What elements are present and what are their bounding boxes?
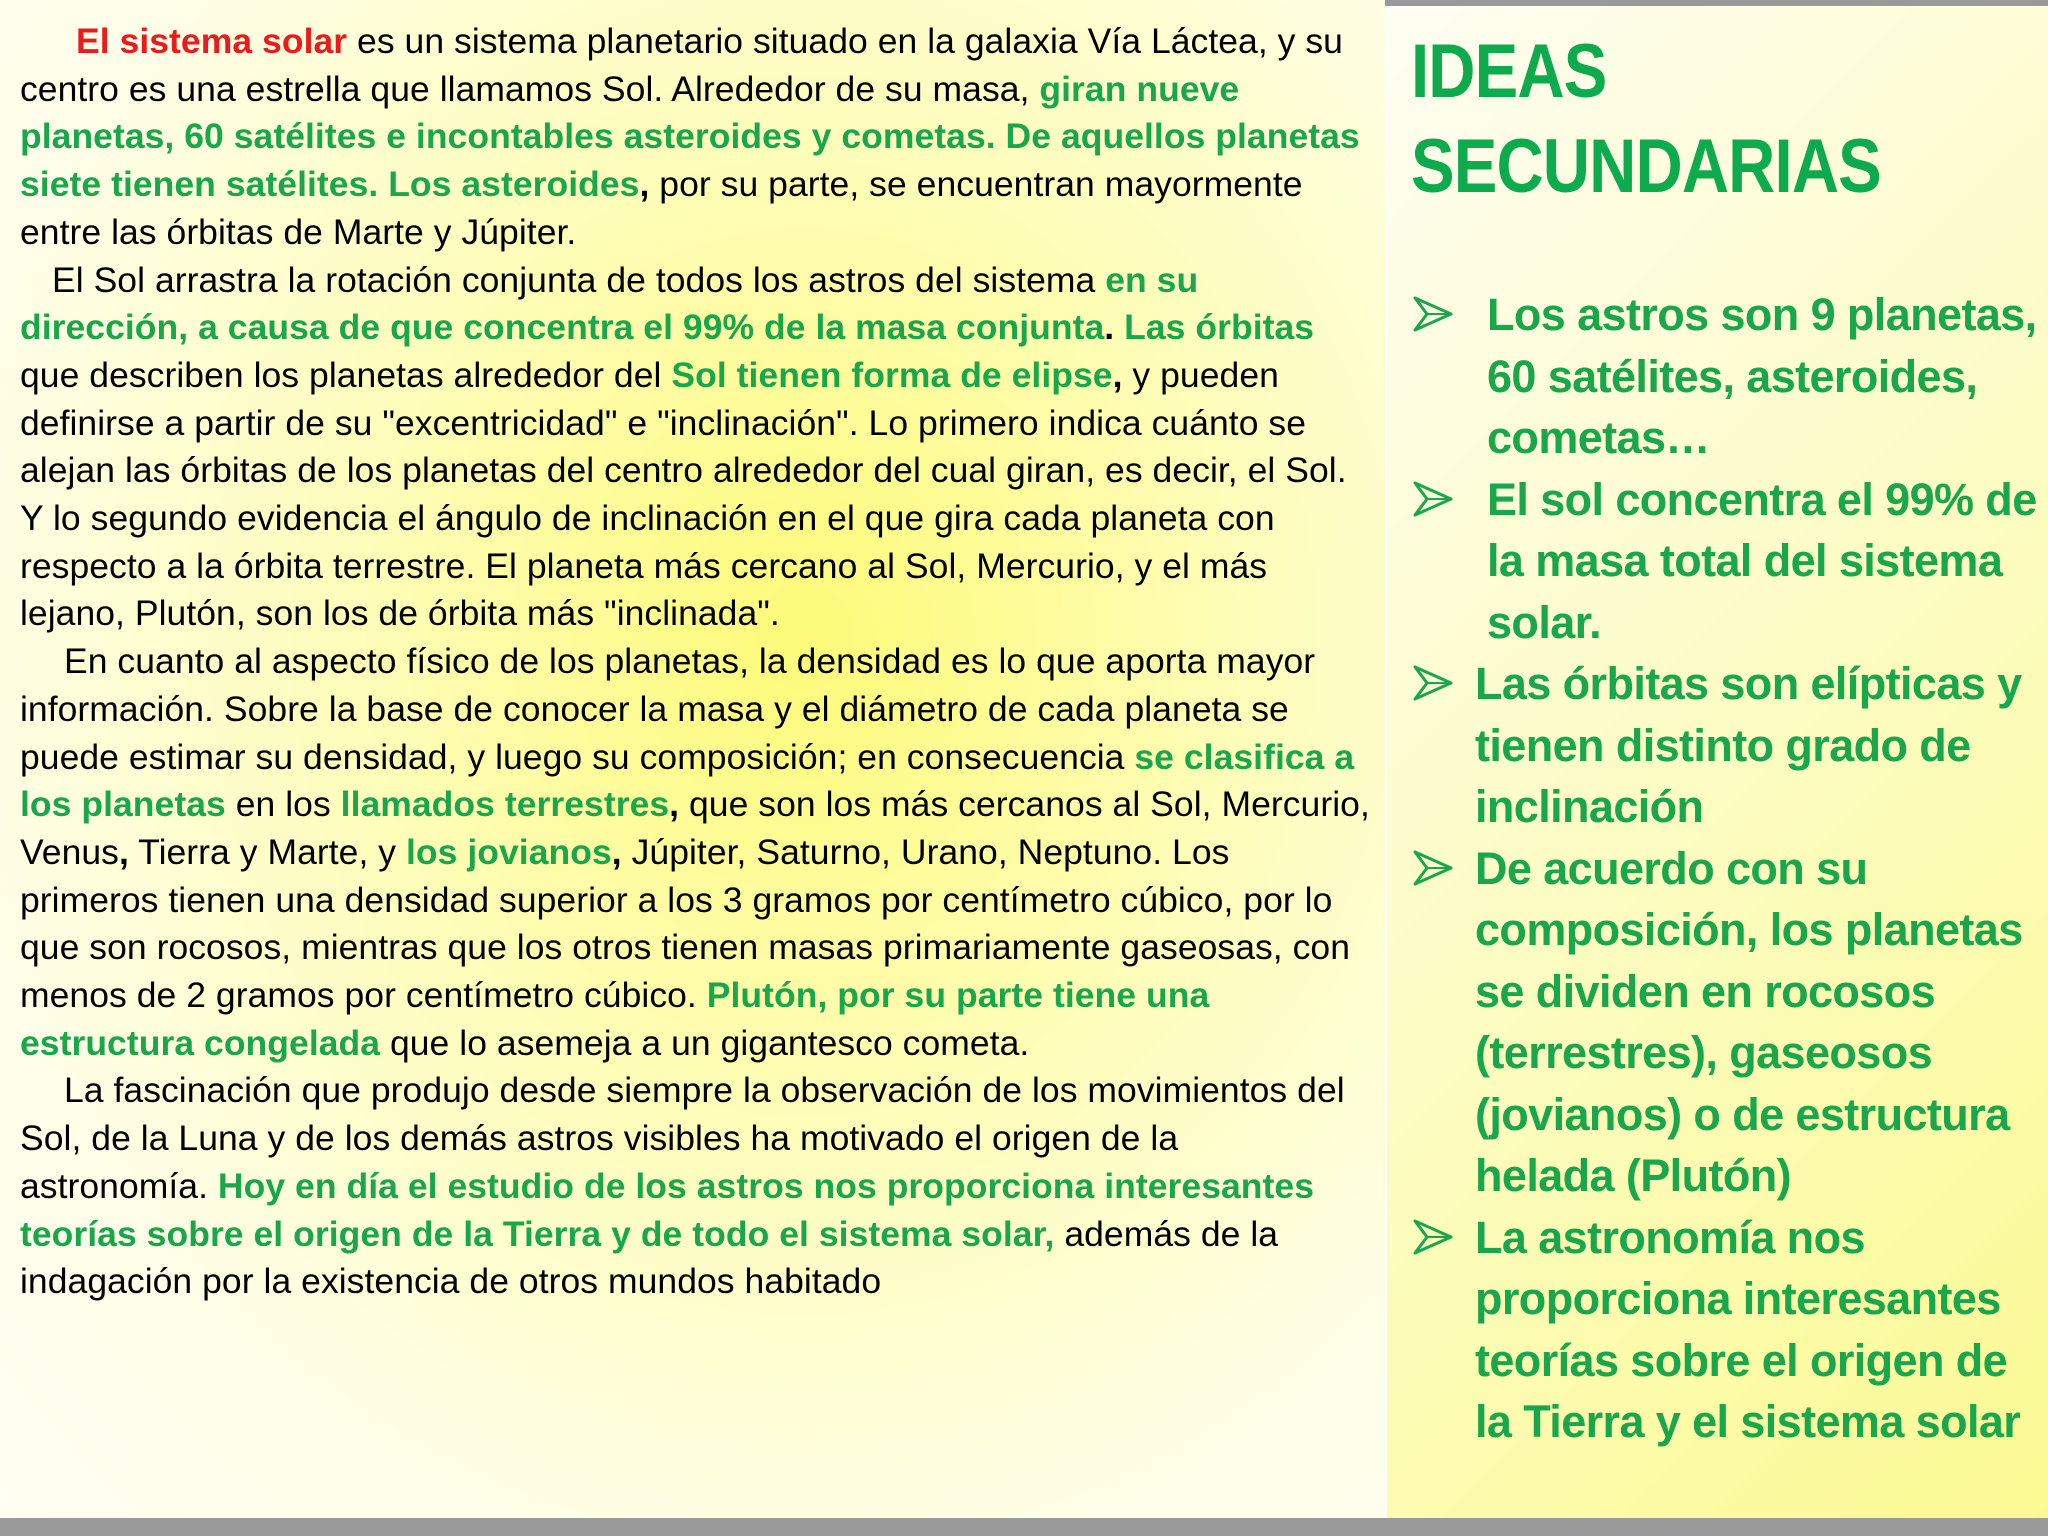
idea-item [1411, 838, 2040, 1207]
highlight-text: se clasifica a los planetas [20, 736, 1355, 825]
text-run: además de la indagación por la existencia de otros mundos habitado [20, 1213, 1279, 1302]
title-line-1: IDEAS [1411, 29, 1607, 114]
text-run: , [118, 831, 129, 872]
panel-title [1411, 24, 1952, 214]
highlight-text: llamados terrestres [340, 784, 670, 825]
text-run: La fascinación que produjo desde siempre la observación de los movimientos del Sol, de la Luna y de los demás astros visibles ha motivado el origen de la astronomía. [20, 1070, 1345, 1206]
idea-text: Las órbitas son elípticas y tienen distinto grado de inclinación [1475, 658, 2022, 832]
secondary-ideas-panel [1385, 6, 2048, 1518]
text-run: que lo asemeja a un gigantesco cometa. [380, 1022, 1030, 1063]
text-run: , [611, 831, 622, 872]
highlight-text: giran nueve planetas, 60 satélites e incontables asteroides y cometas. De aquellos planetas siete tienen satélites. Los asteroides [20, 68, 1360, 205]
text-run: y pueden definirse a partir de su "excentricidad" e "inclinación". Lo primero indica cuánto se alejan las órbitas de los planetas del centro alrededor del cual giran, es decir, el Sol. Y lo segundo evidencia el ángulo de inclinación en el que gira cada planeta con respecto a la órbita terrestre. El planeta más cercano al Sol, Mercurio, y el más lejano, Plutón, son los de órbita más "inclinada". [20, 354, 1347, 634]
highlight-text: Las órbitas [1114, 307, 1315, 348]
text-run: , [669, 784, 680, 825]
text-run: en los [225, 784, 341, 825]
paragraph-4 [20, 1067, 1375, 1306]
term-sistema-solar: El sistema solar [76, 21, 348, 61]
ideas-list [1411, 284, 2040, 1453]
text-run: , [1112, 354, 1123, 395]
paragraph-2 [20, 257, 1375, 639]
text-run: . [1104, 307, 1115, 348]
arrow-bullet-icon [1413, 848, 1453, 888]
highlight-text: en su dirección, a causa de que concentra el 99% de la masa conjunta [20, 259, 1199, 348]
highlight-text: Plutón, por su parte tiene una estructura congelada [20, 975, 1210, 1063]
text-run: , [639, 164, 650, 205]
arrow-bullet-icon [1413, 1217, 1453, 1257]
highlight-text: los jovianos [406, 831, 612, 872]
arrow-bullet-icon [1413, 479, 1453, 519]
text-run: Tierra y Marte, y [128, 831, 406, 872]
paragraph-3 [20, 638, 1375, 1067]
arrow-bullet-icon [1413, 663, 1453, 703]
text-run: es un sistema planetario situado en la galaxia Vía Láctea, y su centro es una estrella que llamamos Sol. Alrededor de su masa, [20, 21, 1343, 109]
idea-text: El sol concentra el 99% de la masa total del sistema solar. [1487, 473, 2037, 648]
idea-text: La astronomía nos proporciona interesantes teorías sobre el origen de la Tierra y el sistema solar [1475, 1211, 2021, 1447]
idea-item [1411, 469, 2040, 654]
idea-item [1411, 1207, 2040, 1453]
text-run: En cuanto al aspecto físico de los planetas, la densidad es lo que aporta mayor información. Sobre la base de conocer la masa y el diámetro de cada planeta se puede estimar su densidad, y luego su composición; en consecuencia [20, 641, 1316, 777]
idea-text: Los astros son 9 planetas, 60 satélites, asteroides, cometas… [1487, 289, 2037, 463]
title-line-2: SECUNDARIAS [1411, 124, 1881, 209]
text-run: El Sol arrastra la rotación conjunta de todos los astros del sistema [52, 259, 1106, 300]
idea-item [1411, 653, 2040, 838]
highlight-text: Sol tienen forma de elipse [671, 354, 1113, 395]
text-run: por su parte, se encuentran mayormente entre las órbitas de Marte y Júpiter. [20, 164, 1303, 252]
text-run: que describen los planetas alrededor del [20, 354, 672, 395]
highlight-text: Hoy en día el estudio de los astros nos proporciona interesantes teorías sobre el origen de la Tierra y de todo el sistema solar, [20, 1165, 1314, 1254]
text-run: que son los más cercanos al Sol, Mercurio, Venus [20, 784, 1370, 872]
text-run: Júpiter, Saturno, Urano, Neptuno. Los primeros tienen una densidad superior a los 3 gramos por centímetro cúbico, por lo que son rocosos, mientras que los otros tienen masas primariamente gaseosas, con menos de 2 gramos por centímetro cúbico. [20, 831, 1351, 1016]
arrow-bullet-icon [1413, 294, 1453, 334]
paragraph-1 [20, 18, 1375, 257]
idea-text: De acuerdo con su composición, los planetas se dividen en rocosos (terrestres), gaseosos (jovianos) o de estructura helada (Plutón) [1475, 842, 2023, 1201]
idea-item [1411, 284, 2040, 469]
